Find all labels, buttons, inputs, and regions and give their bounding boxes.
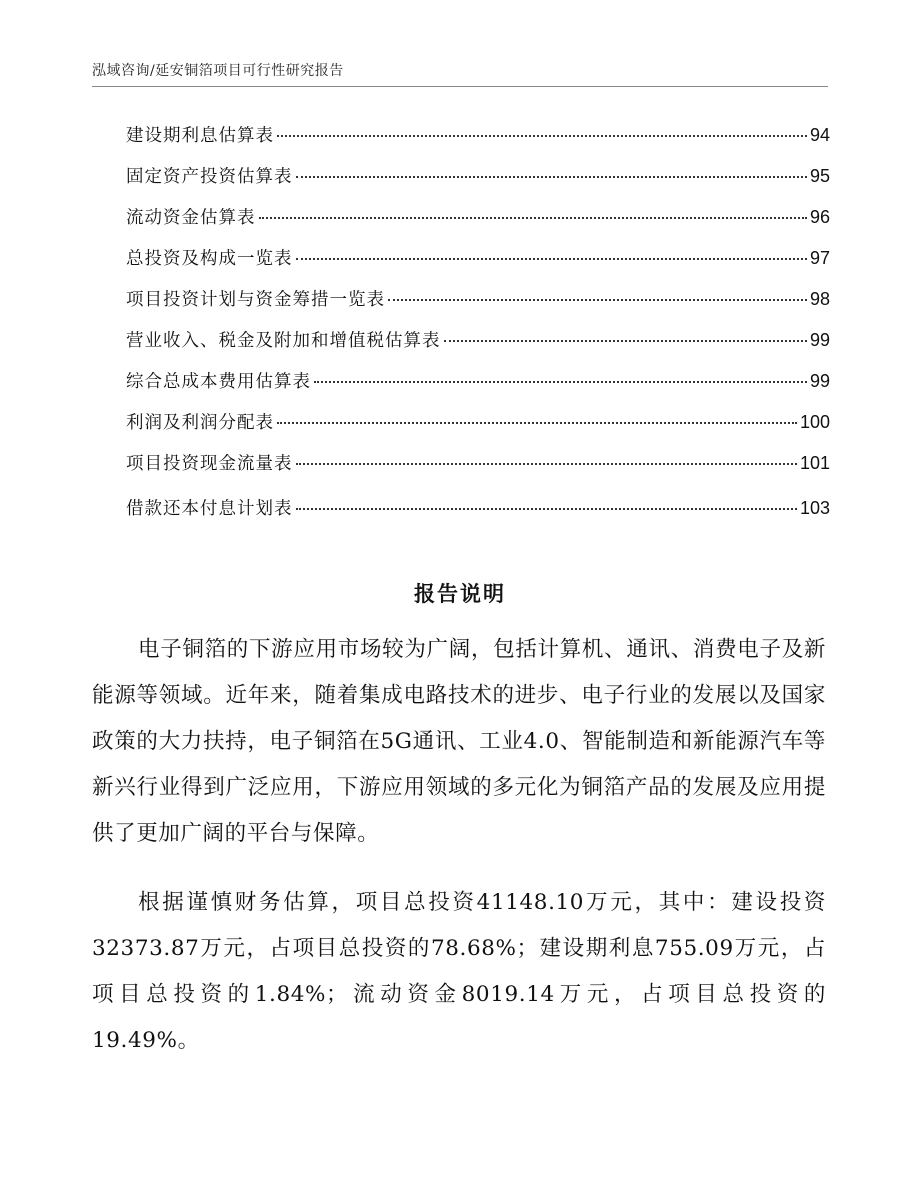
header-divider: [92, 86, 828, 87]
toc-entry-title: 总投资及构成一览表: [126, 249, 293, 269]
toc-entry-page: 96: [809, 207, 830, 227]
toc-leader-dots: [314, 381, 807, 383]
toc-entry-title: 建设期利息估算表: [126, 126, 274, 146]
toc-leader-dots: [388, 299, 807, 301]
section-title: 报告说明: [414, 582, 506, 606]
toc-entry[interactable]: [126, 327, 830, 368]
toc-entry[interactable]: [126, 204, 830, 245]
table-of-contents: [126, 122, 830, 536]
toc-entry-page: 95: [809, 166, 830, 186]
page-header: 泓域咨询/延安铜箔项目可行性研究报告: [92, 63, 344, 79]
toc-leader-dots: [444, 340, 807, 342]
body-paragraph: 电子铜箔的下游应用市场较为广阔，包括计算机、通讯、消费电子及新能源等领域。近年来，随着集成电路技术的进步、电子行业的发展以及国家政策的大力扶持，电子铜箔在5G通讯、工业4.0、智能制造和新能源汽车等新兴行业得到广泛应用，下游应用领域的多元化为铜箔产品的发展及应用提供了更加广阔的平台与保障。: [92, 637, 826, 846]
toc-entry-page: 101: [799, 453, 830, 473]
toc-entry-title: 利润及利润分配表: [126, 413, 274, 433]
toc-entry-title: 综合总成本费用估算表: [126, 372, 311, 392]
toc-leader-dots: [296, 463, 797, 465]
toc-entry-title: 营业收入、税金及附加和增值税估算表: [126, 331, 441, 351]
toc-entry-title: 借款还本付息计划表: [126, 499, 293, 519]
toc-leader-dots: [296, 508, 797, 510]
toc-leader-dots: [259, 217, 807, 219]
toc-entry-page: 99: [809, 330, 830, 350]
toc-leader-dots: [296, 176, 807, 178]
body-paragraph: 根据谨慎财务估算，项目总投资41148.10万元，其中：建设投资32373.87万元，占项目总投资的78.68%；建设期利息755.09万元，占项目总投资的1.84%；流动资金8019.14万元，占项目总投资的19.49%。: [92, 890, 826, 1053]
toc-entry-page: 94: [809, 125, 830, 145]
toc-entry-title: 流动资金估算表: [126, 208, 256, 228]
toc-leader-dots: [296, 258, 807, 260]
toc-entry-title: 固定资产投资估算表: [126, 167, 293, 187]
toc-entry[interactable]: [126, 245, 830, 286]
toc-entry[interactable]: [126, 495, 830, 536]
toc-entry[interactable]: [126, 450, 830, 491]
toc-entry[interactable]: [126, 122, 830, 163]
toc-entry-title: 项目投资现金流量表: [126, 454, 293, 474]
toc-entry-page: 103: [799, 498, 830, 518]
toc-entry-page: 98: [809, 289, 830, 309]
toc-entry-title: 项目投资计划与资金筹措一览表: [126, 290, 385, 310]
toc-leader-dots: [277, 135, 807, 137]
toc-entry-page: 97: [809, 248, 830, 268]
toc-entry[interactable]: [126, 368, 830, 409]
toc-entry[interactable]: [126, 286, 830, 327]
toc-entry[interactable]: [126, 409, 830, 450]
toc-entry[interactable]: [126, 163, 830, 204]
toc-leader-dots: [277, 422, 797, 424]
toc-entry-page: 100: [799, 412, 830, 432]
toc-entry-page: 99: [809, 371, 830, 391]
